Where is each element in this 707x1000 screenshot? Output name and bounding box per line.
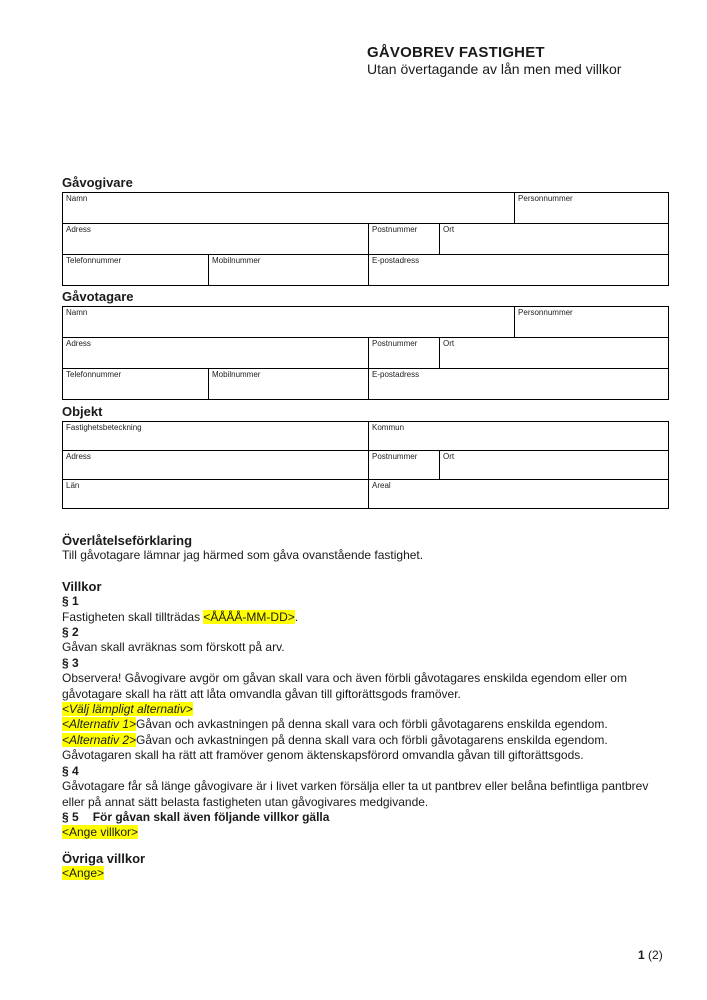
field-tagare-mobilnummer[interactable] (209, 369, 369, 400)
clause-5-placeholder-line (62, 825, 672, 840)
clause-2-text: Gåvan skall avräknas som förskott på arv. (62, 640, 285, 655)
placeholder-choose-alternative[interactable]: <Välj lämpligt alternativ> (62, 702, 193, 717)
page-subtitle: Utan övertagande av lån men med villkor (367, 61, 622, 77)
section-objekt (62, 405, 668, 509)
field-label: Mobilnummer (212, 370, 261, 379)
field-objekt-kommun[interactable] (369, 422, 669, 451)
table-row (63, 255, 669, 286)
table-row (63, 224, 669, 255)
field-label: Kommun (372, 423, 405, 432)
field-label: Postnummer (372, 225, 418, 234)
field-label: Areal (372, 481, 391, 490)
field-label: E-postadress (372, 256, 420, 265)
field-label: E-postadress (372, 370, 420, 379)
field-givare-personnummer[interactable] (515, 193, 669, 224)
heading-ovriga-villkor: Övriga villkor (62, 850, 146, 866)
spacer (62, 564, 672, 579)
alternative-1-line (62, 717, 672, 732)
field-label: Postnummer (372, 339, 418, 348)
field-label: Adress (66, 452, 91, 461)
field-objekt-postnummer[interactable] (369, 451, 440, 480)
table-row (63, 193, 669, 224)
alternative-2-line (62, 733, 672, 764)
field-givare-mobilnummer[interactable] (209, 255, 369, 286)
field-label: Personnummer (518, 194, 573, 203)
placeholder-ovriga[interactable]: <Ange> (62, 866, 105, 881)
clause-1-label: § 1 (62, 594, 79, 609)
table-row (63, 307, 669, 338)
section-gavogivare (62, 176, 668, 286)
field-givare-telefonnummer[interactable] (63, 255, 209, 286)
table-row (63, 422, 669, 451)
placeholder-alternative-1[interactable]: <Alternativ 1> (62, 717, 137, 732)
gavotagare-table (62, 306, 669, 400)
field-label: Ort (443, 452, 455, 461)
field-label: Län (66, 481, 80, 490)
field-objekt-ort[interactable] (440, 451, 669, 480)
field-label: Ort (443, 339, 455, 348)
field-objekt-lan[interactable] (63, 480, 369, 509)
field-givare-postnummer[interactable] (369, 224, 440, 255)
field-label: Adress (66, 339, 91, 348)
title-block (367, 44, 621, 77)
ovriga-placeholder-line (62, 866, 672, 881)
section-heading-objekt: Objekt (62, 404, 103, 419)
field-label: Namn (66, 308, 88, 317)
field-label: Telefonnummer (66, 370, 122, 379)
page-number-total: (2) (648, 948, 663, 962)
field-tagare-epostadress[interactable] (369, 369, 669, 400)
clause-3-choice-line (62, 702, 672, 717)
field-label: Mobilnummer (212, 256, 261, 265)
objekt-table (62, 421, 669, 509)
field-tagare-postnummer[interactable] (369, 338, 440, 369)
clause-2-label: § 2 (62, 625, 79, 640)
field-label: Adress (66, 225, 91, 234)
alternative-2-text: Gåvan och avkastningen på denna skall vara och förbli gåvotagarens enskilda egendom. Gåvotagaren skall ha rätt att framöver genom äktenskapsförord omvandla gåvan till giftorättsgods. (62, 732, 608, 763)
section-heading-gavogivare: Gåvogivare (62, 175, 133, 190)
clause-5-heading: För gåvan skall även följande villkor gälla (92, 809, 330, 824)
field-givare-ort[interactable] (440, 224, 669, 255)
field-label: Personnummer (518, 308, 573, 317)
field-tagare-ort[interactable] (440, 338, 669, 369)
field-objekt-fastighetsbeteckning[interactable] (63, 422, 369, 451)
placeholder-alternative-2[interactable]: <Alternativ 2> (62, 732, 137, 747)
page-number-current: 1 (638, 948, 645, 962)
section-heading-gavotagare: Gåvotagare (62, 289, 134, 304)
field-objekt-adress[interactable] (63, 451, 369, 480)
field-givare-epostadress[interactable] (369, 255, 669, 286)
body-text (62, 533, 672, 882)
clause-5-label: § 5 (62, 809, 79, 824)
clause-5-line (62, 810, 672, 825)
heading-overlatelseforklaring: Överlåtelseförklaring (62, 533, 193, 548)
clause-3-label: § 3 (62, 655, 79, 670)
placeholder-date[interactable]: <ÅÅÅÅ-MM-DD> (203, 609, 295, 624)
table-row (63, 480, 669, 509)
field-tagare-personnummer[interactable] (515, 307, 669, 338)
clause-1-before: Fastigheten skall tillträdas (62, 609, 204, 624)
field-label: Namn (66, 194, 88, 203)
table-row (63, 451, 669, 480)
placeholder-villkor[interactable]: <Ange villkor> (62, 825, 139, 840)
field-tagare-adress[interactable] (63, 338, 369, 369)
field-tagare-telefonnummer[interactable] (63, 369, 209, 400)
field-label: Telefonnummer (66, 256, 122, 265)
table-row (63, 338, 669, 369)
field-objekt-areal[interactable] (369, 480, 669, 509)
section-gavotagare (62, 290, 668, 400)
field-givare-namn[interactable] (63, 193, 515, 224)
clause-4-text: Gåvotagare får så länge gåvogivare är i livet varken försälja eller ta ut pantbrev eller belåna befintliga pantbrev eller på annat sätt belasta fastigheten utan gåvogivares medgivande. (62, 779, 649, 809)
clause-1-after: . (294, 609, 299, 624)
field-label: Postnummer (372, 452, 418, 461)
alternative-1-text: Gåvan och avkastningen på denna skall vara och förbli gåvotagarens enskilda egendom. (136, 717, 608, 732)
gavogivare-table (62, 192, 669, 286)
page-title: GÅVOBREV FASTIGHET (367, 44, 545, 61)
field-label: Fastighetsbeteckning (66, 423, 142, 432)
table-row (63, 369, 669, 400)
field-label: Ort (443, 225, 455, 234)
field-tagare-namn[interactable] (63, 307, 515, 338)
heading-villkor: Villkor (62, 578, 102, 594)
clause-3-text: Observera! Gåvogivare avgör om gåvan skall vara och även förbli gåvotagares enskilda egendom eller om gåvotagare skall ha rätt att låta omvandla gåvan till giftorättsgods framöver. (62, 671, 627, 701)
clause-1-text (62, 610, 672, 625)
field-givare-adress[interactable] (63, 224, 369, 255)
page-number (638, 948, 663, 962)
spacer (62, 841, 672, 851)
overlatelse-text: Till gåvotagare lämnar jag härmed som gåva ovanstående fastighet. (62, 548, 424, 563)
clause-4-label: § 4 (62, 763, 79, 778)
